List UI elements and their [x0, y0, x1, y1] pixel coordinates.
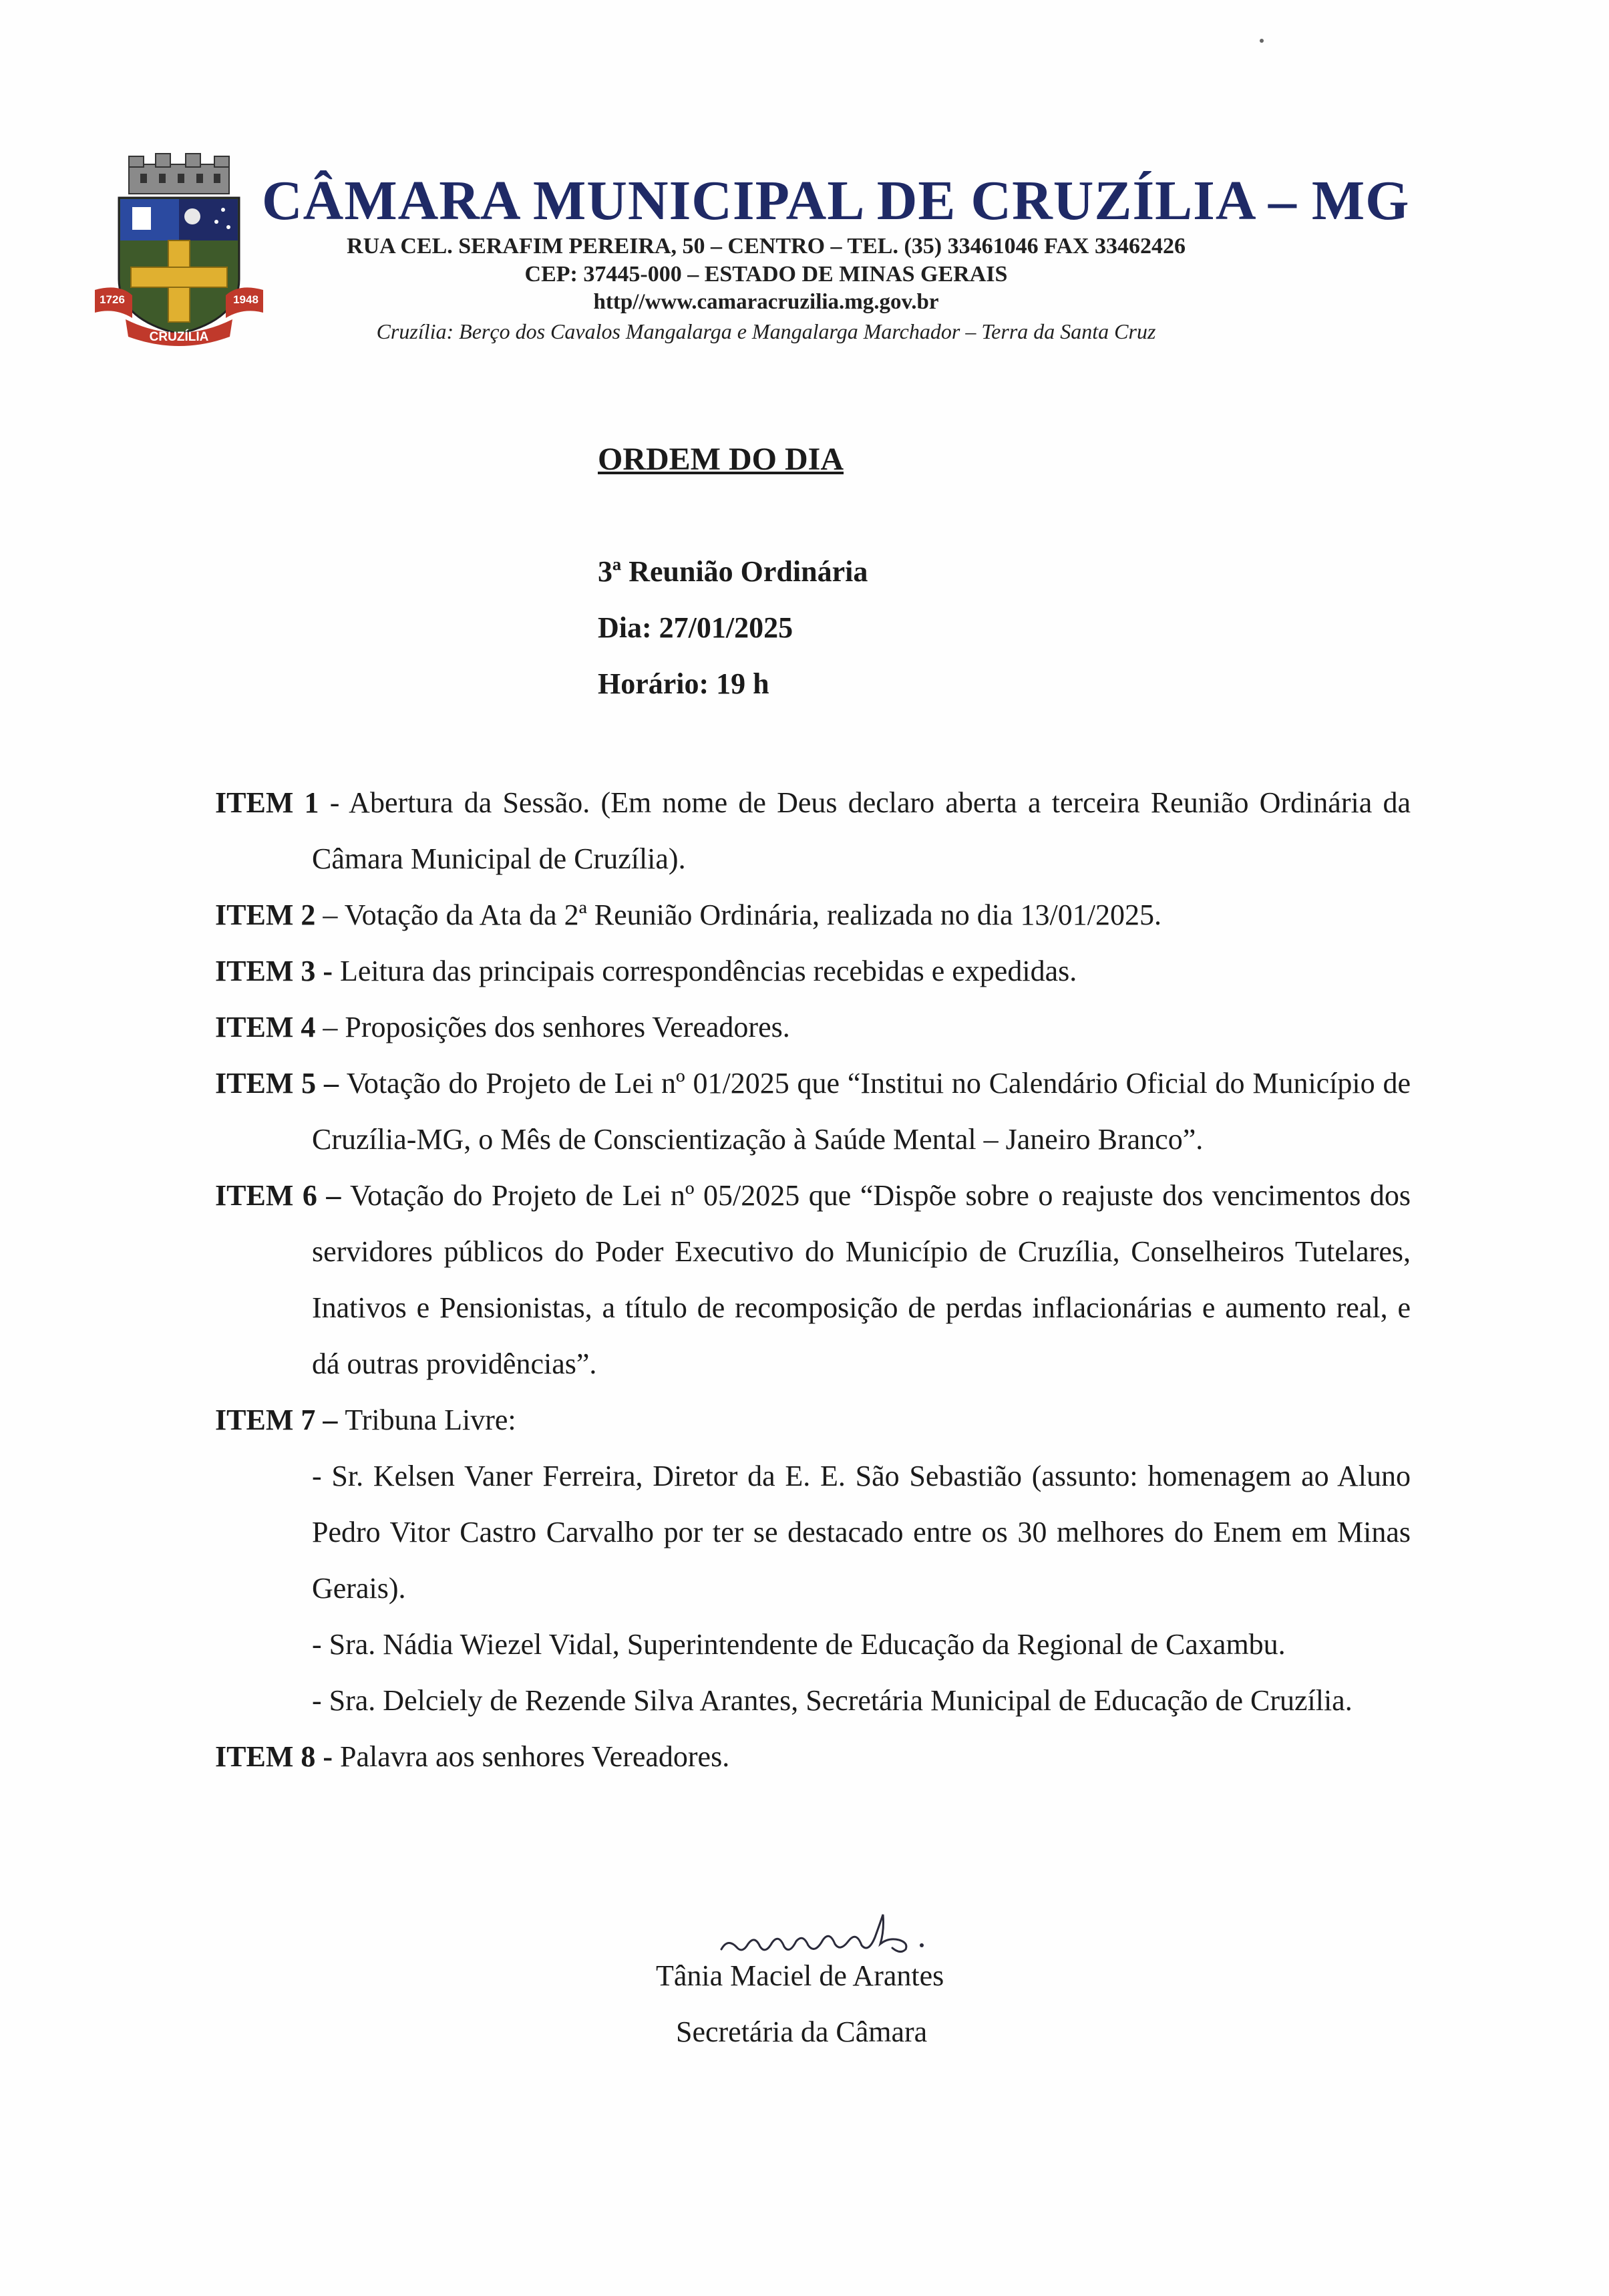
- scan-speck: [1260, 39, 1264, 43]
- item-text: Proposições dos senhores Vereadores.: [345, 1011, 790, 1043]
- tribuna-speaker-2: - Sra. Nádia Wiezel Vidal, Superintendente de Educação da Regional de Caxambu.: [312, 1628, 1286, 1661]
- item-label: ITEM 3: [215, 955, 316, 987]
- crest-year-left: 1726: [100, 293, 125, 306]
- item-text: Tribuna Livre:: [345, 1404, 516, 1436]
- item-separator: –: [317, 1179, 350, 1212]
- item-text: Votação do Projeto de Lei nº 05/2025 que “Dispõe sobre o reajuste dos vencimentos dos servidores públicos do Poder Executivo do Município de Cruzília, Conselheiros Tutelares, Inativos e Pensionistas, a título de recomposição de perdas inflacionárias e aumento real, e dá outras providências”.: [312, 1179, 1411, 1380]
- item-label: ITEM 7: [215, 1404, 316, 1436]
- coat-of-arms-icon: [92, 152, 266, 353]
- tribuna-speaker-1: - Sr. Kelsen Vaner Ferreira, Diretor da E. E. São Sebastião (assunto: homenagem ao Aluno Pedro Vitor Castro Carvalho por ter se destacado entre os 30 melhores do Enem em Minas Gerais).: [312, 1460, 1411, 1605]
- item-text: Palavra aos senhores Vereadores.: [340, 1740, 730, 1773]
- chamber-name-heading: CÂMARA MUNICIPAL DE CRUZÍLIA – MG: [262, 170, 1410, 232]
- letterhead-address: RUA CEL. SERAFIM PEREIRA, 50 – CENTRO – TEL. (35) 33461046 FAX 33462426: [347, 234, 1186, 259]
- agenda-body: [215, 775, 1411, 1785]
- tribuna-speaker-3: - Sra. Delciely de Rezende Silva Arantes, Secretária Municipal de Educação de Cruzília.: [312, 1684, 1353, 1717]
- agenda-item-7: [215, 1392, 1411, 1448]
- item-text: Leitura das principais correspondências recebidas e expedidas.: [340, 955, 1077, 987]
- meeting-time: Horário: 19 h: [598, 667, 769, 700]
- agenda-item-2: [215, 887, 1411, 943]
- meeting-date: Dia: 27/01/2025: [598, 611, 793, 644]
- letterhead-motto: Cruzília: Berço dos Cavalos Mangalarga e Mangalarga Marchador – Terra da Santa Cruz: [376, 319, 1156, 343]
- item-separator: –: [316, 1067, 347, 1100]
- signatory-role: Secretária da Câmara: [676, 2015, 928, 2048]
- agenda-item-8: [215, 1729, 1411, 1785]
- letterhead-cep: CEP: 37445-000 – ESTADO DE MINAS GERAIS: [524, 262, 1008, 287]
- item-text: Abertura da Sessão. (Em nome de Deus declaro aberta a terceira Reunião Ordinária da Câmara Municipal de Cruzília).: [312, 786, 1411, 875]
- item-label: ITEM 6: [215, 1179, 317, 1212]
- meeting-name: 3ª Reunião Ordinária: [598, 555, 868, 588]
- agenda-item-1: [215, 775, 1411, 887]
- item-label: ITEM 4: [215, 1011, 316, 1043]
- item-separator: -: [315, 1740, 341, 1773]
- document-title: ORDEM DO DIA: [598, 442, 844, 477]
- item-label: ITEM 8: [215, 1740, 316, 1773]
- agenda-item-3: [215, 943, 1411, 999]
- crest-banner-text: CRUZÍLIA: [149, 330, 209, 344]
- agenda-item-4: [215, 999, 1411, 1055]
- item-label: ITEM 2: [215, 898, 316, 931]
- item-label: ITEM 5: [215, 1067, 317, 1100]
- item-text: Votação do Projeto de Lei nº 01/2025 que “Institui no Calendário Oficial do Município de Cruzília-MG, o Mês de Conscientização à Saúde Mental – Janeiro Branco”.: [312, 1067, 1411, 1156]
- handwritten-signature: [708, 1911, 975, 1964]
- signatory-name: Tânia Maciel de Arantes: [656, 1959, 944, 1992]
- agenda-item-6: [215, 1168, 1411, 1392]
- item-separator: –: [315, 1011, 345, 1043]
- item-label: ITEM 1: [215, 786, 319, 819]
- letterhead-url: http//www.camaracruzilia.mg.gov.br: [593, 290, 939, 314]
- item-separator: –: [315, 1404, 345, 1436]
- item-separator: -: [315, 955, 341, 987]
- crest-year-right: 1948: [233, 293, 258, 306]
- item-separator: -: [319, 786, 349, 819]
- agenda-item-5: [215, 1055, 1411, 1168]
- item-text: Votação da Ata da 2ª Reunião Ordinária, realizada no dia 13/01/2025.: [344, 898, 1161, 931]
- item-separator: –: [315, 898, 345, 931]
